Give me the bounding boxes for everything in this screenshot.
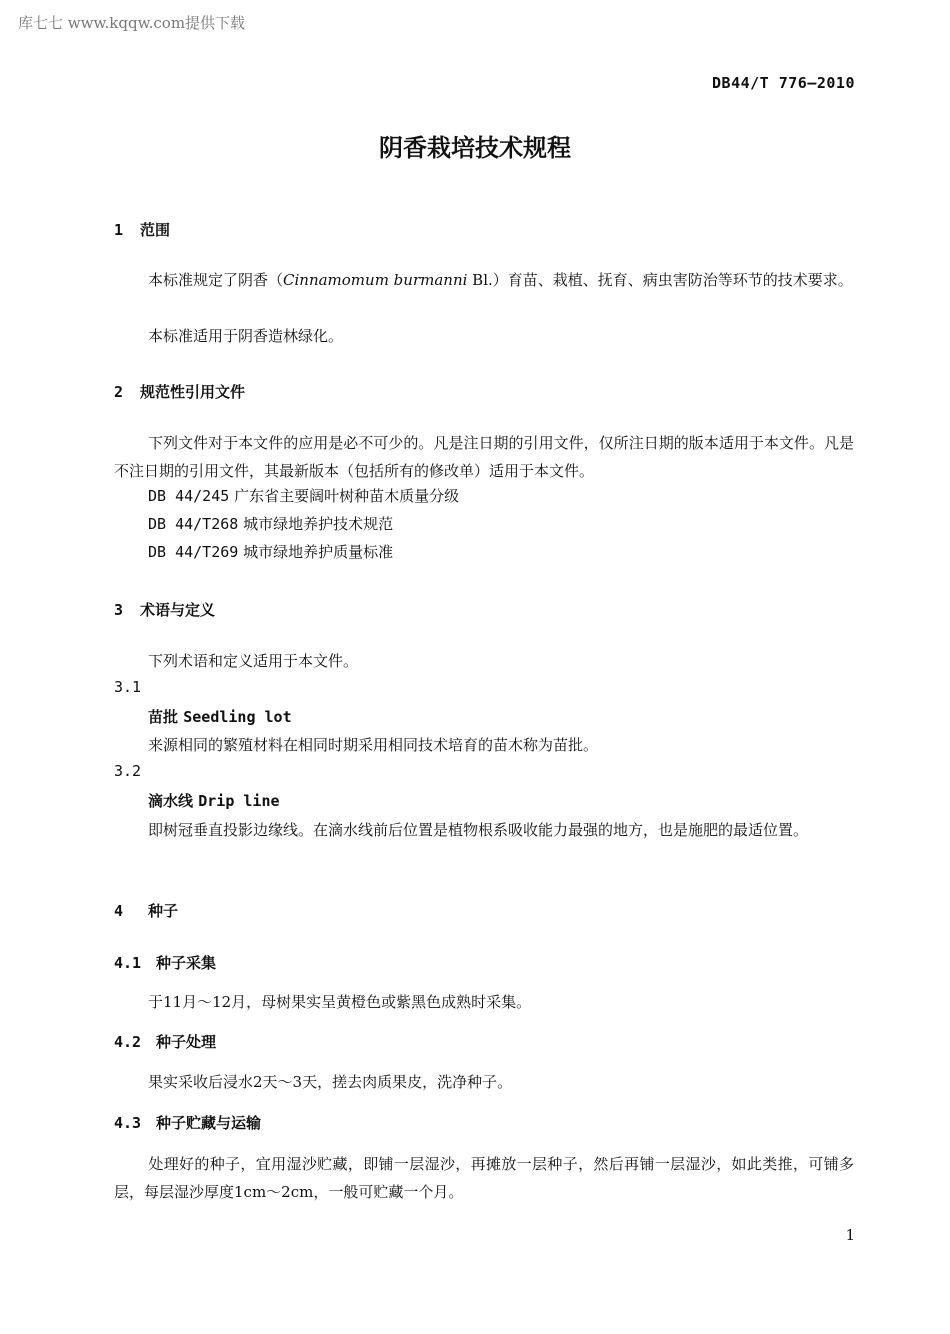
latin-name: Cinnamomum burmanni <box>283 271 468 289</box>
section-number: 1 <box>114 221 124 239</box>
section-number: 4 <box>114 902 124 920</box>
paragraph-text: 本标准规定了阴香（ <box>148 271 284 289</box>
term-english: Seedling lot <box>183 708 292 726</box>
reference-code: DB 44/T268 <box>148 515 239 533</box>
section-number: 3 <box>114 601 124 619</box>
reference-code: DB 44/245 <box>148 487 230 505</box>
watermark-text: 库七七 www.kqqw.com提供下载 <box>18 14 246 32</box>
term-english: Drip line <box>198 792 280 810</box>
subsection-4-2-heading <box>114 1031 216 1052</box>
subsection-4-2-text: 果实采收后浸水2天～3天，搓去肉质果皮，洗净种子。 <box>148 1073 513 1091</box>
paragraph-text: 下列文件对于本文件的应用是必不可少的。凡是注日期的引用文件，仅所注日期的版本适用于本文件。凡是不注日期的引用文件，其最新版本（包括所有的修改单）适用于本文件。 <box>114 434 854 480</box>
section-title: 范围 <box>140 221 171 239</box>
subsection-4-3-heading <box>114 1112 261 1133</box>
term-title <box>148 790 280 811</box>
reference-name: 广东省主要阔叶树种苗木质量分级 <box>234 487 460 505</box>
section-title: 规范性引用文件 <box>140 383 246 401</box>
section-number: 2 <box>114 383 124 401</box>
paragraph-text: 处理好的种子，宜用湿沙贮藏，即铺一层湿沙，再摊放一层种子，然后再铺一层湿沙，如此类推，可铺多层，每层湿沙厚度1cm～2cm，一般可贮藏一个月。 <box>114 1155 854 1201</box>
section-1-heading <box>114 219 170 240</box>
subsection-4-1-heading <box>114 952 216 973</box>
section-title: 种子处理 <box>156 1033 217 1051</box>
section-number: 4.2 <box>114 1033 142 1051</box>
section-3-paragraph-1: 下列术语和定义适用于本文件。 <box>148 652 359 670</box>
section-title: 术语与定义 <box>140 601 216 619</box>
document-number: DB44/T 776—2010 <box>712 74 855 92</box>
term-chinese: 滴水线 <box>148 792 194 810</box>
section-title: 种子贮藏与运输 <box>156 1114 262 1132</box>
page-number: 1 <box>845 1226 855 1244</box>
section-1-paragraph-1 <box>114 266 854 294</box>
reference-item <box>148 513 393 534</box>
section-1-paragraph-2 <box>114 322 854 350</box>
section-title: 种子采集 <box>156 954 217 972</box>
term-title <box>148 706 292 727</box>
reference-code: DB 44/T269 <box>148 543 239 561</box>
term-number: 3.2 <box>114 762 142 780</box>
paragraph-text: 即树冠垂直投影边缘线。在滴水线前后位置是植物根系吸收能力最强的地方，也是施肥的最适位置。 <box>148 821 809 839</box>
section-2-paragraph-1 <box>114 429 854 485</box>
section-2-heading <box>114 381 245 402</box>
reference-name: 城市绿地养护技术规范 <box>243 515 394 533</box>
reference-item <box>148 541 393 562</box>
term-chinese: 苗批 <box>148 708 179 726</box>
section-3-heading <box>114 599 215 620</box>
paragraph-text: 本标准适用于阴香造林绿化。 <box>148 327 344 345</box>
section-number: 4.3 <box>114 1114 142 1132</box>
subsection-4-3-text <box>114 1150 854 1206</box>
section-number: 4.1 <box>114 954 142 972</box>
page-title: 阴香栽培技术规程 <box>379 133 571 162</box>
paragraph-text: Bl.）育苗、栽植、抚育、病虫害防治等环节的技术要求。 <box>467 271 853 289</box>
section-4-heading <box>114 900 178 921</box>
reference-name: 城市绿地养护质量标准 <box>243 543 394 561</box>
term-definition <box>114 816 854 844</box>
term-number: 3.1 <box>114 678 142 696</box>
term-definition: 来源相同的繁殖材料在相同时期采用相同技术培育的苗木称为苗批。 <box>148 736 599 754</box>
reference-item <box>148 485 459 506</box>
section-title: 种子 <box>148 902 179 920</box>
subsection-4-1-text: 于11月～12月，母树果实呈黄橙色或紫黑色成熟时采集。 <box>148 993 532 1011</box>
